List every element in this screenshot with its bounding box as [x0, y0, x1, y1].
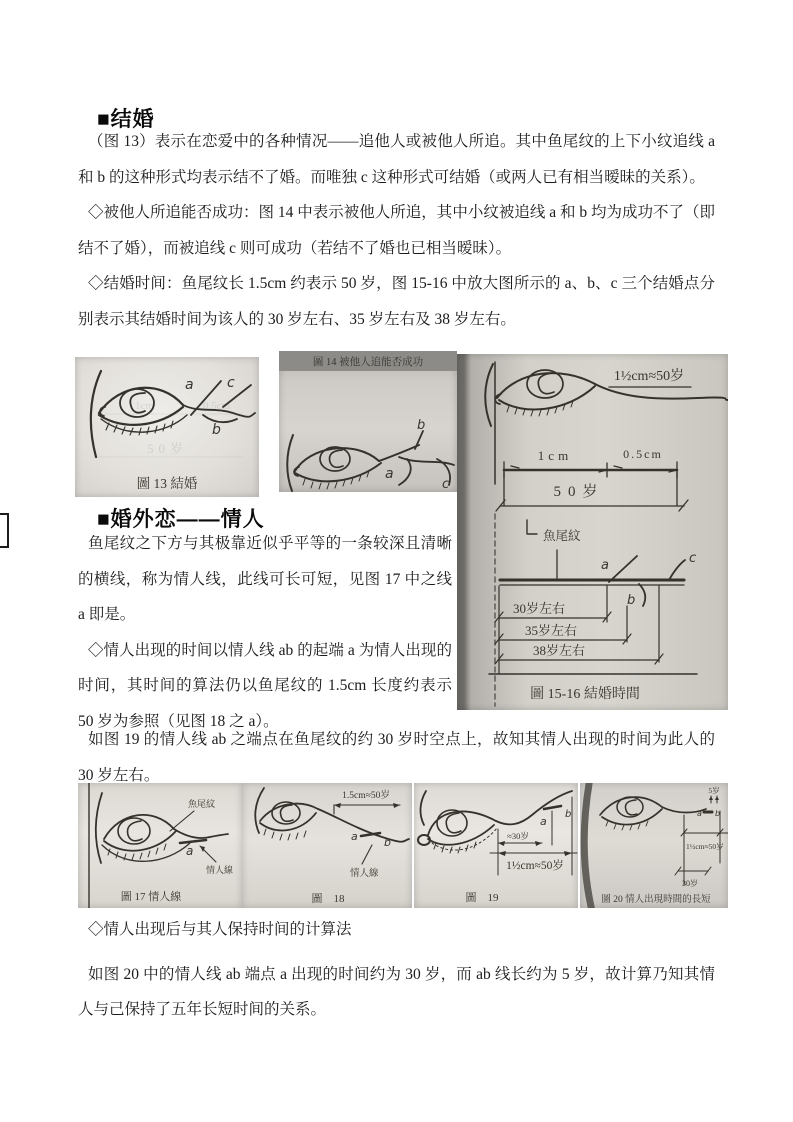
fig20-page-seam: [584, 783, 592, 908]
fig14-eye-sketch: [279, 351, 457, 492]
fig1516-ruler-label: 1½cm≈50岁: [613, 369, 685, 384]
fig1516-label-c: c: [689, 551, 697, 566]
fig1516-fishtail-pointer: [527, 520, 537, 534]
fig19-caption: 圖 19: [465, 892, 499, 904]
paragraph-lover-time: ◇情人出现的时间以情人线 ab 的起端 a 为情人出现的时间，其时间的算法仍以鱼尾纹的 1.5cm 长度约表示 50 岁为参照（见图 18 之 a）。: [78, 641, 452, 730]
fig19-ruler-label: 1½cm≈50岁: [506, 860, 564, 872]
fig17-eye-sketch: [78, 783, 242, 908]
paragraph-marriage-time: ◇结婚时间：鱼尾纹长 1.5cm 约表示 50 岁，图 15-16 中放大图所示的 a、b、c 三个结婚点分别表示其结婚时间为该人的 30 岁左右、35 岁左右及 38 岁左右。: [78, 275, 715, 328]
fig14-label-c: c: [442, 477, 450, 492]
fig19-label-a: a: [540, 815, 547, 828]
section-lover-calc: [78, 912, 715, 1028]
fig1516-label-a: a: [601, 558, 609, 573]
fig17-caption: 圖 17 情人線: [120, 891, 182, 903]
fig14-label-a: a: [385, 466, 394, 482]
section-marriage-heading: ■结婚: [97, 108, 155, 131]
fig18-caption: 圖 18: [311, 893, 345, 905]
fig13-label-a: a: [185, 377, 194, 393]
fig1516-age-38: 38岁左右: [533, 643, 586, 658]
section-lover-body-left: [78, 526, 452, 739]
fig13-label-c: c: [227, 375, 235, 391]
fig1516-dim-50: 50岁: [553, 484, 605, 500]
fig17-fishtail-label: 魚尾紋: [188, 799, 216, 809]
fig17-label-a: a: [186, 844, 194, 858]
fig1516-dim-1cm: 1cm: [537, 448, 573, 463]
figure-17-photo: [78, 783, 242, 908]
fig19-eye-sketch: [414, 783, 578, 908]
fig18-label-a: a: [351, 830, 358, 843]
figure-18-photo: [242, 783, 412, 908]
fig18-eye-sketch: [242, 783, 412, 908]
fig1516-caption: 圖 15-16 結婚時間: [530, 687, 640, 702]
svg-text:50岁: 50岁: [147, 441, 189, 456]
left-edge-cropped-box: [0, 513, 9, 548]
fig13-caption: 圖 13 結婚: [136, 476, 198, 491]
fig20-dim-30: 30岁: [682, 879, 698, 888]
fig1516-fishtail-label: 魚尾紋: [543, 529, 581, 543]
figure-19-photo: [414, 783, 578, 908]
paragraph-fig20-calc: 如图 20 中的情人线 ab 端点 a 出现的时间约为 30 岁，而 ab 线长约为 5 岁，故计算乃知其情人与己保持了五年长短时间的关系。: [78, 965, 715, 1018]
figure-14-photo: [279, 351, 457, 492]
section-marriage-body: [78, 124, 715, 337]
fig19-label-b: b: [565, 809, 572, 820]
figure-20-photo: [580, 783, 728, 908]
figure-15-16-photo: [457, 354, 728, 710]
fig1516-dim-05cm: 0.5cm: [623, 447, 663, 461]
fig1516-age-30: 30岁左右: [513, 601, 566, 616]
fig14-caption: 圖 14 被他人追能否成功: [312, 357, 424, 368]
fig13-label-b: b: [212, 422, 221, 438]
fig20-caption: 圖 20 情人出現時間的長短: [601, 895, 711, 905]
fig1516-label-b: b: [627, 593, 636, 608]
fig1516-eye-drawing: [485, 364, 728, 426]
paragraph-lover-line: 鱼尾纹之下方与其极靠近似乎平等的一条较深且清晰的横线，称为情人线，此线可长可短，见图 17 中之线 a 即是。: [78, 535, 452, 623]
fig20-label-b: b: [715, 809, 721, 818]
svg-text:1cm: 1cm: [135, 400, 154, 412]
fig20-ruler-label: 1½cm≈50岁: [686, 842, 724, 851]
fig14-label-b: b: [417, 418, 426, 433]
paragraph-fig19-example: 如图 19 的情人线 ab 之端点在鱼尾纹的约 30 岁时空点上，故知其情人出现的时间为此人的 30 岁左右。: [78, 731, 715, 784]
fig18-label-b: b: [384, 836, 391, 849]
fig1516-age-dims: [489, 586, 697, 674]
fig1516-age-35: 35岁左右: [525, 623, 578, 638]
section-lover-heading: ■婚外恋——情人: [97, 508, 265, 531]
fig13-eye-sketch: [75, 357, 259, 497]
paragraph-fig13-intro: （图 13）表示在恋爱中的各种情况——追他人或被他人所追。其中鱼尾纹的上下小纹追线 a 和 b 的这种形式均表示结不了婚。而唯独 c 这种形式可结婚（或两人已有相当暧昧的关系）。: [78, 133, 715, 186]
fig20-label-a: a: [697, 809, 702, 818]
fig18-ruler-label: 1.5cm≈50岁: [342, 791, 390, 801]
fig17-lover-label: 情人線: [206, 865, 234, 875]
fig19-dim-30: ≈30岁: [507, 831, 529, 841]
fig20-dim-5: 5岁: [708, 786, 720, 795]
fig14-eye-drawing: [287, 431, 454, 491]
fig20-eye-sketch: [580, 783, 728, 908]
fig20-eye-drawing: [600, 796, 728, 885]
paragraph-chased-success: ◇被他人所追能否成功：图 14 中表示被他人所追，其中小纹被追线 a 和 b 均为成功不了（即结不了婚），而被追线 c 则可成功（若结不了婚也已相当暧昧）。: [78, 204, 715, 257]
figure-13-photo: [75, 357, 259, 497]
subheading-lover-duration: ◇情人出现后与其人保持时间的计算法: [88, 921, 352, 938]
fig1516-diagram: [457, 354, 728, 710]
svg-text:0.5cm: 0.5cm: [203, 400, 231, 412]
fig18-lover-label: 情人線: [350, 869, 379, 879]
fig1516-marriage-line: [500, 550, 685, 606]
